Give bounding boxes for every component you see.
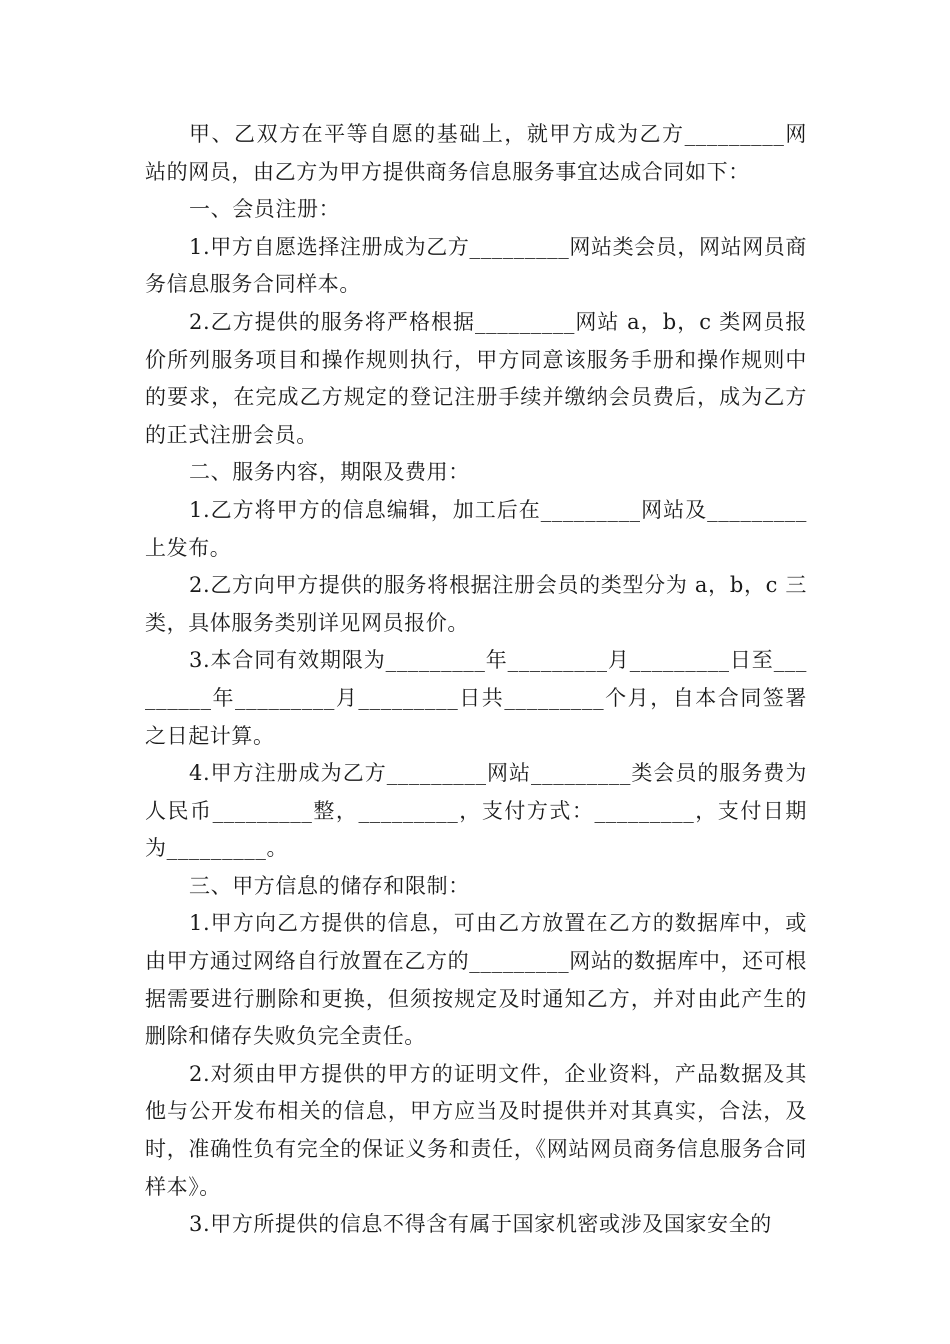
paragraph-membership-2: 2.乙方提供的服务将严格根据_________网站 a，b，c 类网员报价所列服务项目和操作规则执行，甲方同意该服务手册和操作规则中的要求，在完成乙方规定的登记注册手续并缴纳会员费后，成为乙方的正式注册会员。 [145, 309, 807, 447]
section-heading-membership: 一、会员注册： [189, 197, 341, 222]
section-heading-storage: 三、甲方信息的储存和限制： [189, 873, 470, 898]
paragraph-services-2: 2.乙方向甲方提供的服务将根据注册会员的类型分为 a，b，c 三类，具体服务类别详见网员报价。 [145, 573, 807, 635]
paragraph-intro: 甲、乙双方在平等自愿的基础上，就甲方成为乙方_________网站的网员，由乙方为甲方提供商务信息服务事宜达成合同如下： [145, 122, 807, 184]
section-heading-services: 二、服务内容，期限及费用： [189, 460, 470, 485]
paragraph-services-1: 1.乙方将甲方的信息编辑，加工后在_________网站及_________上发布。 [145, 497, 807, 560]
paragraph-storage-1: 1.甲方向乙方提供的信息，可由乙方放置在乙方的数据库中，或由甲方通过网络自行放置在乙方的_________网站的数据库中，还可根据需要进行删除和更换，但须按规定及时通知乙方，并对由此产生的删除和储存失败负完全责任。 [145, 911, 807, 1049]
paragraph-storage-3: 3.甲方所提供的信息不得含有属于国家机密或涉及国家安全的 [189, 1212, 772, 1237]
paragraph-services-3: 3.本合同有效期限为_________年_________月_________日至_________年_________月_________日共_________个月，自本合同签署之日起计算。 [145, 648, 807, 748]
document-body [145, 116, 807, 1244]
paragraph-storage-2: 2.对须由甲方提供的甲方的证明文件，企业资料，产品数据及其他与公开发布相关的信息，甲方应当及时提供并对其真实，合法，及时，准确性负有完全的保证义务和责任，《网站网员商务信息服务合同样本》。 [145, 1061, 807, 1199]
paragraph-services-4: 4.甲方注册成为乙方_________网站_________类会员的服务费为人民币_________整，_________，支付方式：_________，支付日期为_________。 [145, 761, 807, 861]
paragraph-membership-1: 1.甲方自愿选择注册成为乙方_________网站类会员，网站网员商务信息服务合同样本。 [145, 234, 807, 297]
